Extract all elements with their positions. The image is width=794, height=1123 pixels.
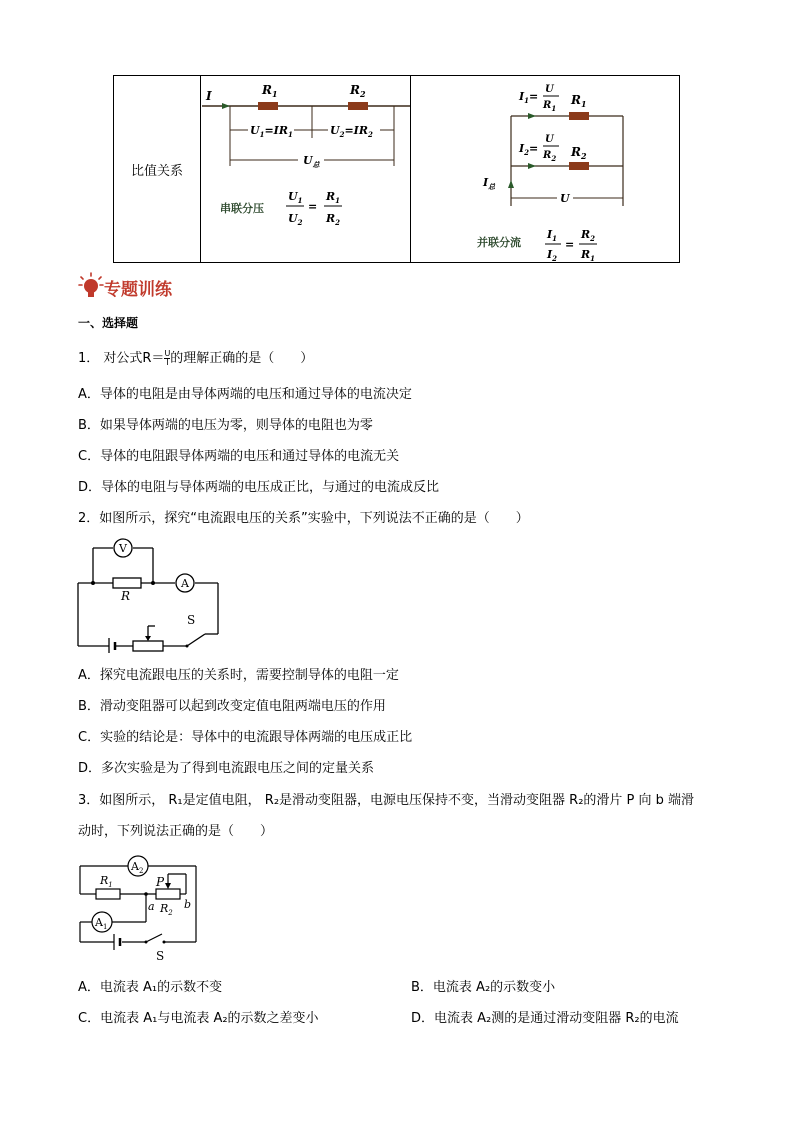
svg-text:R2: $R_2$ [543, 150, 557, 163]
q3-option-d: D．电流表 A₂测的是通过滑动变阻器 R₂的电流 [411, 1011, 679, 1026]
parallel-caption: 并联分流 [477, 236, 521, 249]
q2-option-a: A．探究电流跟电压的关系时，需要控制导体的电阻一定 [78, 668, 399, 683]
current-arrow [222, 103, 230, 109]
q2-stem: 2．如图所示，探究“电流跟电压的关系”实验中，下列说法不正确的是（ ） [78, 511, 529, 526]
series-I-label: I [206, 89, 212, 103]
svg-text:I2: $I_2$ [547, 248, 558, 262]
q3-stem-line2: 动时，下列说法正确的是（ ） [78, 824, 274, 839]
series-caption: 串联分压 [220, 202, 264, 215]
q3-option-a: A．电流表 A₁的示数不变 [78, 980, 223, 995]
q1-option-d: D．导体的电阻与导体两端的电压成正比，与通过的电流成反比 [78, 480, 440, 495]
q3-option-b: B．电流表 A₂的示数变小 [411, 980, 556, 995]
svg-text:I总: $I_总$ [483, 176, 496, 191]
svg-text:a: a [148, 900, 155, 913]
svg-text:R2: $R_2$ [160, 902, 173, 917]
svg-text:I2=: $I_2=$ [519, 142, 539, 157]
lightbulb-icon [78, 272, 104, 300]
svg-text:I1=: $I_1=$ [519, 90, 539, 105]
svg-text:R1: $R_1$ [581, 248, 596, 262]
q2-option-d: D．多次实验是为了得到电流跟电压之间的定量关系 [78, 761, 375, 776]
q1-stem: 1． 对公式R＝ $\frac{U}{I}$ 的理解正确的是（ ） [78, 349, 314, 367]
series-u1-eq: $U_1=IR_1$ [250, 124, 293, 139]
svg-text:S: S [156, 949, 165, 963]
svg-text:U: U [545, 134, 554, 145]
svg-text:R2: $R_2$ [326, 212, 341, 227]
svg-text:R2: $R_2$ [571, 145, 587, 161]
svg-text:P: P [156, 875, 165, 889]
row-label: 比值关系 [114, 76, 201, 262]
series-u2-eq: $U_2=IR_2$ [330, 124, 373, 139]
series-circuit-figure [200, 76, 412, 262]
series-r1-resistor [258, 102, 278, 110]
svg-text:R: R [121, 589, 131, 603]
q2-option-c: C．实验的结论是：导体中的电流跟导体两端的电压成正比 [78, 730, 413, 745]
ratio-table [113, 75, 680, 263]
q2-circuit-figure [75, 538, 225, 653]
q3-stem-line1: 3．如图所示， R₁是定值电阻， R₂是滑动变阻器，电源电压保持不变，当滑动变阻器 R₂的滑片 P 向 b 端滑 [78, 793, 695, 808]
svg-text:S: S [187, 613, 196, 627]
svg-text:A2: $A_2$ [131, 860, 144, 875]
series-r1-label: $R_1$ [262, 83, 278, 99]
series-r2-label: $R_2$ [350, 83, 366, 99]
svg-text:R1: $R_1$ [326, 190, 341, 205]
svg-text:A1: $A_1$ [95, 916, 108, 931]
q2-option-b: B．滑动变阻器可以起到改变定值电阻两端电压的作用 [78, 699, 386, 714]
svg-text:A: A [181, 577, 189, 590]
q1-option-c: C．导体的电阻跟导体两端的电压和通过导体的电流无关 [78, 449, 400, 464]
svg-text:R1: $R_1$ [543, 100, 557, 113]
svg-text:I1: $I_1$ [547, 228, 558, 243]
svg-text:=: = [565, 238, 575, 251]
q3-option-c: C．电流表 A₁与电流表 A₂的示数之差变小 [78, 1011, 319, 1026]
heading-title: 专题训练 [104, 280, 172, 300]
svg-text:R2: $R_2$ [581, 228, 596, 243]
section-label: 一、选择题 [78, 316, 139, 330]
q1-formula-fraction: $\frac{U}{I}$ [164, 349, 171, 367]
q1-option-a: A．导体的电阻是由导体两端的电压和通过导体的电流决定 [78, 387, 412, 402]
q1-option-b: B．如果导体两端的电压为零，则导体的电阻也为零 [78, 418, 373, 433]
svg-text:R1: $R_1$ [571, 93, 587, 109]
svg-text:U: U [560, 192, 570, 205]
parallel-circuit-figure [411, 76, 679, 262]
svg-text:V: V [119, 542, 127, 555]
svg-text:R1: $R_1$ [100, 874, 113, 889]
svg-text:U: U [545, 84, 554, 95]
svg-text:=: = [308, 200, 318, 213]
q3-circuit-figure [76, 854, 204, 964]
series-u-total: $U_总$ [303, 154, 320, 169]
series-r2-resistor [348, 102, 368, 110]
svg-text:b: b [184, 898, 192, 911]
svg-text:U1: $U_1$ [288, 190, 303, 205]
svg-text:U2: $U_2$ [288, 212, 303, 227]
